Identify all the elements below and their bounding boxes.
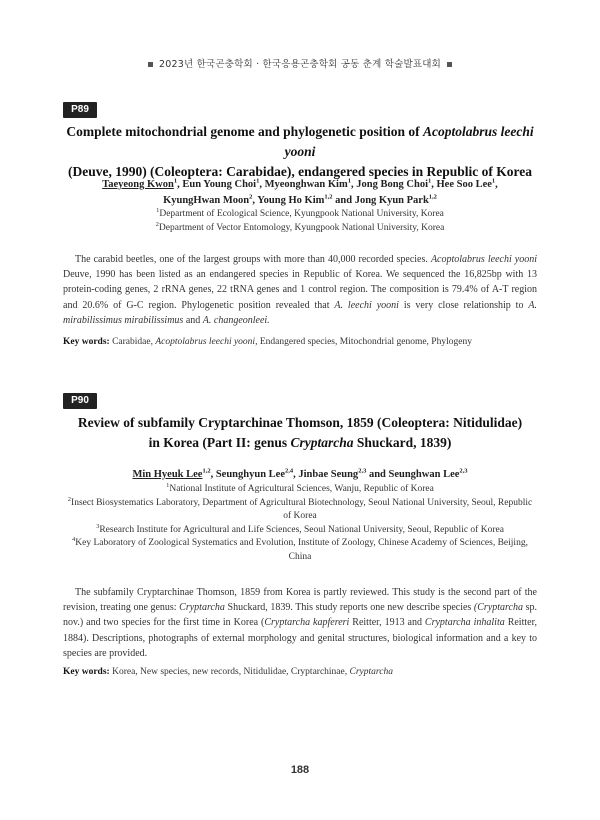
author-sup: 1 [428,177,432,185]
abstract-text: sp. nov.) and two species for the first time in Korea ( [63,602,537,629]
p90-authors: Min Hyeuk Lee$^{1,2}$, Seunghyun Lee$^{2,4}$, Jinbae Seung$^{2,3}$ and Seunghwan Lee$^{2,3}$ [132,467,468,480]
author-sup: 2 [249,193,253,201]
abstract-text: The carabid beetles, one of the largest groups with more than 40,000 recorded species. [75,254,431,265]
p90-keywords [63,665,537,679]
affiliation [63,524,537,538]
author-and: and [368,469,386,480]
affiliation [63,208,537,222]
author-name: Min Hyeuk Lee [132,469,203,480]
affil-sup: 2 [67,495,72,503]
abstract-text: Deuve, 1990 has been listed as an endangered species in Republic of Korea. We sequenced the 16,825bp with 13 protein-coding genes, 2 rRNA genes, 22 tRNA genes and 1 control region. The composition is 79.4% of A-T region and 20.6% of G-C region. Phylogenetic position revealed that [63,269,537,311]
keywords-label: Key words: [63,667,110,677]
author-name: Eun Young Choi [182,179,257,190]
affiliation [63,222,537,236]
affil-text: Insect Biosystematics Laboratory, Department of Agricultural Biotechnology, Seoul National University, Seoul, Republic of Korea [71,497,533,521]
p90-badge: P90 [63,393,97,409]
p90-title-text-3: Shuckard, 1839) [353,435,452,450]
author-sup: 1,2 [324,193,333,201]
author-sup: 1 [173,177,178,185]
affil-sup: 4 [72,535,76,543]
author-name: Seunghyun Lee [215,469,285,480]
p89-affiliations [63,208,537,235]
affiliation [63,497,537,524]
keywords-text: , Endangered species, Mitochondrial genome, Phylogeny [255,337,472,347]
author-name: Jong Bong Choi [356,179,429,190]
p89-title [63,122,537,182]
abstract-italic: Cryptarcha kapfereri [264,617,350,629]
keywords-italic: Acoptolabrus leechi yooni [155,337,256,347]
abstract-italic: (Cryptarcha [473,602,523,614]
author-name: Hee Soo Lee [436,179,492,190]
author-name: Young Ho Kim [257,195,325,206]
p90-title-text-2: in Korea (Part II: genus [148,435,291,450]
author-sup: 1,2 [202,467,211,475]
author-and: and [335,195,353,206]
keywords-italic: Cryptarcha [349,667,393,677]
affil-sup: 3 [96,522,100,530]
p90-affiliations [63,483,537,564]
abstract-italic: A. mirabilissimus mirabilissimus [63,299,537,326]
author-name: KyungHwan Moon [163,195,250,206]
abstract-text: is very close relationship to [398,299,529,311]
p89-abstract [63,252,537,328]
p89-title-text-2: (Deuve, 1990) (Coleoptera: Carabidae), endangered species in Republic of Korea [67,164,533,179]
affil-sup: 1 [156,206,160,214]
affil-sup: 1 [166,481,170,489]
abstract-text: Reitter, 1884). Descriptions, photographs of external morphology and genital structures, biological information and a key to species are provided. [63,617,538,659]
affiliation [63,483,537,497]
abstract-text: Reitter, 1913 and [349,617,425,629]
page-number: 188 [290,764,310,776]
abstract-italic: A. leechi yooni [334,299,399,311]
author-sup: 2,3 [358,467,367,475]
header-text: 2023년 한국곤충학회 · 한국응용곤충학회 공동 춘계 학술발표대회 [159,59,441,70]
abstract-italic: Cryptarcha inhalita [424,617,505,629]
affil-text: Key Laboratory of Zoological Systematics and Evolution, Institute of Zoology, Chinese Academy of Sciences, Beijing, China [75,538,528,562]
author-name: Jinbae Seung [298,469,359,480]
square-bullet-icon [148,62,153,67]
author-sup: 2,3 [459,467,468,475]
abstract-text: Shuckard, 1839. This study reports one new describe species [224,602,474,614]
author-name: Seunghwan Lee [388,469,460,480]
author-sup: 1 [347,177,351,185]
p90-title-text: Review of subfamily Cryptarchinae Thomson, 1859 (Coleoptera: Nitidulidae) [77,415,523,430]
author-sup: 1,2 [428,193,437,201]
author-sup: 1 [256,177,260,185]
p90-title-genus: Cryptarcha [290,435,354,450]
affil-sup: 2 [155,220,159,228]
affil-text: Department of Ecological Science, Kyungpook National University, Korea [159,209,444,219]
p90-title [63,413,537,453]
affil-text: National Institute of Agricultural Sciences, Wanju, Republic of Korea [169,484,434,494]
keywords-text: Korea, New species, new records, Nitidulidae, Cryptarchinae, [109,667,350,677]
affil-text: Research Institute for Agricultural and Life Sciences, Seoul National University, Seoul, Republic of Korea [99,524,504,535]
keywords-text: Carabidae, [109,337,156,347]
affiliation [63,537,537,564]
p89-authors: Taeyeong Kwon$^1$, Eun Young Choi$^1$, Myeonghwan Kim$^1$, Jong Bong Choi$^1$, Hee Soo Lee$^1$, KyungHwan Moon$^2$, Young Ho Kim$^{1,2}$ and Jong Kyun Park$^{1,2}$ [102,177,498,206]
p89-badge: P89 [63,102,97,118]
p89-title-species: Acoptolabrus leechi yooni [284,124,534,159]
author-sup: 1 [491,177,496,185]
p90-abstract [63,585,537,661]
author-sup: 2,4 [285,467,294,475]
abstract-italic: Cryptarcha [179,602,225,614]
p89-keywords [63,335,537,349]
conference-header [0,56,600,70]
affil-text: Department of Vector Entomology, Kyungpook National University, Korea [158,222,445,233]
keywords-label: Key words: [63,337,110,347]
abstract-text: and [183,314,203,326]
author-name: Jong Kyun Park [354,195,429,206]
p89-title-text: Complete mitochondrial genome and phylogenetic position of [66,124,423,139]
abstract-text: The subfamily Cryptarchinae Thomson, 1859 from Korea is partly reviewed. This study is the second part of the revision, treating one genus: [63,587,537,614]
author-name: Taeyeong Kwon [102,179,174,190]
abstract-italic: Acoptolabrus leechi yooni [430,254,538,265]
author-name: Myeonghwan Kim [264,179,348,190]
square-bullet-icon [447,62,452,67]
abstract-italic: A. changeonleei. [202,314,270,326]
